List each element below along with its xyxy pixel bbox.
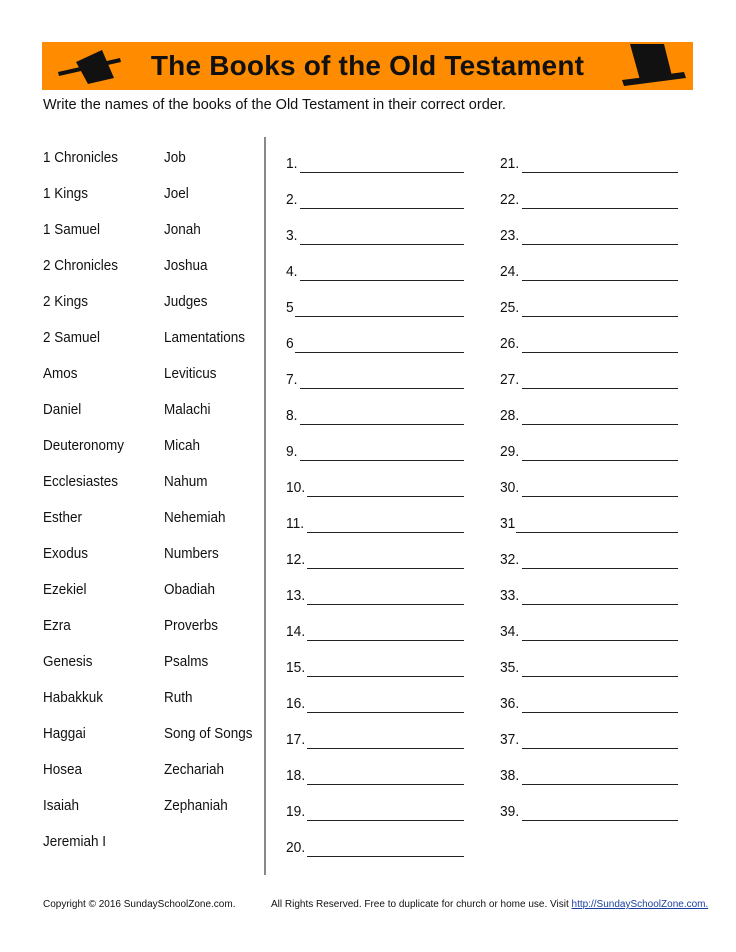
answer-blank[interactable] bbox=[295, 352, 464, 353]
answer-blank[interactable] bbox=[522, 496, 678, 497]
answer-blank[interactable] bbox=[516, 532, 678, 533]
answer-blank[interactable] bbox=[307, 640, 464, 641]
answer-number: 10. bbox=[286, 480, 306, 496]
answer-number: 22. bbox=[500, 192, 520, 208]
page-title: The Books of the Old Testament bbox=[150, 50, 585, 81]
answer-blank[interactable] bbox=[522, 244, 678, 245]
answer-blank[interactable] bbox=[307, 568, 464, 569]
word-bank-item: 2 Chronicles bbox=[43, 258, 118, 274]
word-bank-item: Nahum bbox=[164, 474, 208, 490]
word-bank-item: Psalms bbox=[164, 654, 209, 670]
answer-number: 26. bbox=[500, 336, 520, 352]
answer-number: 30. bbox=[500, 480, 520, 496]
answer-blank[interactable] bbox=[522, 388, 678, 389]
answer-blank[interactable] bbox=[522, 424, 678, 425]
answer-number: 24. bbox=[500, 264, 520, 280]
answer-number: 23. bbox=[500, 228, 520, 244]
word-bank-item: Ruth bbox=[164, 690, 193, 706]
answer-blank[interactable] bbox=[307, 820, 464, 821]
word-bank-item: Esther bbox=[43, 510, 82, 526]
word-bank-item: Habakkuk bbox=[43, 690, 103, 706]
answer-blank[interactable] bbox=[522, 676, 678, 677]
answer-number: 4. bbox=[286, 264, 298, 280]
answer-blank[interactable] bbox=[522, 172, 678, 173]
word-bank-item: Lamentations bbox=[164, 330, 245, 346]
answer-blank[interactable] bbox=[522, 460, 678, 461]
answer-blank[interactable] bbox=[522, 712, 678, 713]
answer-number: 31 bbox=[500, 516, 516, 532]
answer-blank[interactable] bbox=[522, 280, 678, 281]
answer-number: 2. bbox=[286, 192, 298, 208]
answer-number: 11. bbox=[286, 516, 305, 532]
answer-number: 5 bbox=[286, 300, 294, 316]
answer-blank[interactable] bbox=[300, 280, 464, 281]
answer-number: 20. bbox=[286, 840, 306, 856]
word-bank-item: Job bbox=[164, 150, 186, 166]
answer-blank[interactable] bbox=[307, 712, 464, 713]
word-bank-item: Exodus bbox=[43, 546, 88, 562]
word-bank-item: Jonah bbox=[164, 222, 201, 238]
answer-number: 21. bbox=[500, 156, 520, 172]
answer-number: 38. bbox=[500, 768, 520, 784]
rights-text: All Rights Reserved. Free to duplicate for church or home use. Visit bbox=[271, 899, 572, 910]
answer-number: 39. bbox=[500, 804, 520, 820]
word-bank-item: 1 Kings bbox=[43, 186, 88, 202]
word-bank-item: Leviticus bbox=[164, 366, 217, 382]
answer-number: 8. bbox=[286, 408, 298, 424]
answer-blank[interactable] bbox=[295, 316, 464, 317]
answer-blank[interactable] bbox=[300, 388, 464, 389]
answer-number: 1. bbox=[286, 156, 298, 172]
answer-blank[interactable] bbox=[307, 496, 464, 497]
answer-blank[interactable] bbox=[522, 208, 678, 209]
answer-number: 14. bbox=[286, 624, 306, 640]
answer-number: 28. bbox=[500, 408, 520, 424]
answer-number: 19. bbox=[286, 804, 306, 820]
answer-blank[interactable] bbox=[307, 604, 464, 605]
word-bank-item: Proverbs bbox=[164, 618, 218, 634]
answer-blank[interactable] bbox=[307, 784, 464, 785]
word-bank-item: Ezekiel bbox=[43, 582, 87, 598]
answer-number: 33. bbox=[500, 588, 520, 604]
answer-number: 34. bbox=[500, 624, 520, 640]
answer-blank[interactable] bbox=[522, 748, 678, 749]
word-bank-item: Hosea bbox=[43, 762, 82, 778]
word-bank-item: Nehemiah bbox=[164, 510, 226, 526]
answer-blank[interactable] bbox=[300, 424, 464, 425]
answer-blank[interactable] bbox=[300, 460, 464, 461]
answer-number: 36. bbox=[500, 696, 520, 712]
word-bank-item: Obadiah bbox=[164, 582, 215, 598]
word-bank-item: 2 Kings bbox=[43, 294, 88, 310]
word-bank-item: Amos bbox=[43, 366, 78, 382]
answer-number: 15. bbox=[286, 660, 306, 676]
answer-blank[interactable] bbox=[522, 604, 678, 605]
word-bank-item: Ecclesiastes bbox=[43, 474, 118, 490]
answer-number: 12. bbox=[286, 552, 306, 568]
answer-number: 17. bbox=[286, 732, 306, 748]
word-bank-item: Zephaniah bbox=[164, 798, 228, 814]
rights-notice bbox=[271, 899, 708, 910]
answer-blank[interactable] bbox=[307, 748, 464, 749]
instructions-text: Write the names of the books of the Old Testament in their correct order. bbox=[43, 97, 506, 113]
title-banner bbox=[42, 42, 693, 90]
answer-number: 27. bbox=[500, 372, 520, 388]
word-bank-item: Micah bbox=[164, 438, 200, 454]
word-bank-item: Jeremiah I bbox=[43, 834, 106, 850]
answer-number: 25. bbox=[500, 300, 520, 316]
copyright-text: Copyright © 2016 SundaySchoolZone.com. bbox=[43, 899, 236, 910]
answer-number: 37. bbox=[500, 732, 520, 748]
column-divider bbox=[264, 137, 266, 875]
answer-number: 32. bbox=[500, 552, 520, 568]
answer-number: 7. bbox=[286, 372, 298, 388]
word-bank-item: Malachi bbox=[164, 402, 211, 418]
answer-blank[interactable] bbox=[300, 208, 464, 209]
word-bank-item: Zechariah bbox=[164, 762, 224, 778]
answer-blank[interactable] bbox=[522, 640, 678, 641]
answer-blank[interactable] bbox=[300, 172, 464, 173]
answer-blank[interactable] bbox=[307, 532, 464, 533]
answer-number: 16. bbox=[286, 696, 306, 712]
answer-blank[interactable] bbox=[522, 568, 678, 569]
word-bank-item: Ezra bbox=[43, 618, 71, 634]
word-bank-item: Daniel bbox=[43, 402, 82, 418]
word-bank-item: 2 Samuel bbox=[43, 330, 100, 346]
word-bank-item: Genesis bbox=[43, 654, 93, 670]
word-bank-item: 1 Chronicles bbox=[43, 150, 118, 166]
word-bank-item: Numbers bbox=[164, 546, 219, 562]
word-bank-item: Joel bbox=[164, 186, 189, 202]
answer-blank[interactable] bbox=[307, 856, 464, 857]
answer-number: 29. bbox=[500, 444, 520, 460]
answer-blank[interactable] bbox=[300, 244, 464, 245]
answer-number: 3. bbox=[286, 228, 298, 244]
word-bank-item: Joshua bbox=[164, 258, 208, 274]
answer-blank[interactable] bbox=[307, 676, 464, 677]
word-bank-item: Isaiah bbox=[43, 798, 79, 814]
answer-blank[interactable] bbox=[522, 820, 678, 821]
word-bank-item: Song of Songs bbox=[164, 726, 253, 742]
answer-number: 13. bbox=[286, 588, 306, 604]
website-link[interactable]: http://SundaySchoolZone.com. bbox=[571, 899, 709, 910]
word-bank-item: 1 Samuel bbox=[43, 222, 100, 238]
word-bank-item: Deuteronomy bbox=[43, 438, 124, 454]
answer-number: 35. bbox=[500, 660, 520, 676]
answer-number: 9. bbox=[286, 444, 298, 460]
word-bank-item: Haggai bbox=[43, 726, 86, 742]
answer-blank[interactable] bbox=[522, 352, 678, 353]
answer-blank[interactable] bbox=[522, 784, 678, 785]
answer-blank[interactable] bbox=[522, 316, 678, 317]
answer-number: 18. bbox=[286, 768, 306, 784]
answer-number: 6 bbox=[286, 336, 294, 352]
word-bank-item: Judges bbox=[164, 294, 208, 310]
